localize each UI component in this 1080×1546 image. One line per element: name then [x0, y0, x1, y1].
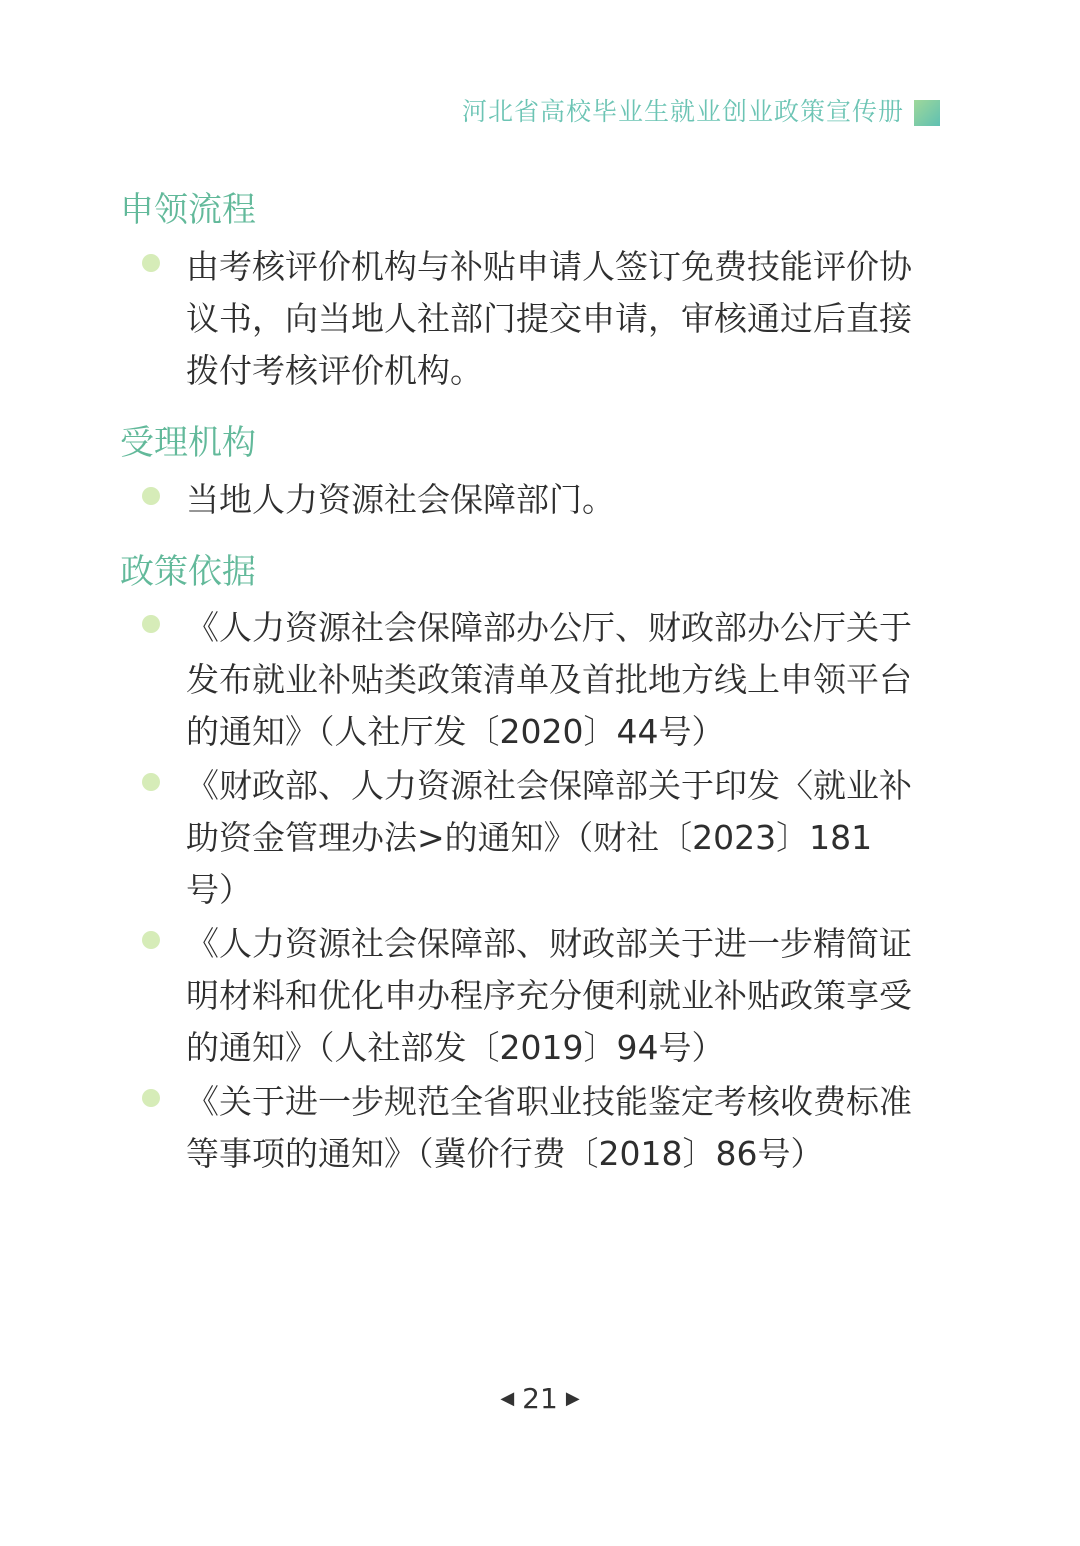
main-content: [120, 190, 920, 1206]
running-header: [462, 92, 940, 128]
prev-arrow-icon: ◀: [500, 1388, 515, 1409]
item-list: [120, 602, 920, 1180]
item-text: 《财政部、人力资源社会保障部关于印发〈就业补助资金管理办法>的通知》（财社〔2023〕181号）: [186, 766, 912, 910]
bullet-dot-icon: [142, 1089, 160, 1107]
section-title: 政策依据: [120, 551, 256, 592]
section-title: 受理机构: [120, 422, 256, 463]
next-arrow-icon: ▶: [565, 1388, 580, 1409]
item-text: 由考核评价机构与补贴申请人签订免费技能评价协议书，向当地人社部门提交申请，审核通过后直接拨付考核评价机构。: [186, 246, 912, 390]
section-title: 申领流程: [120, 190, 256, 230]
page-number-footer: [0, 1382, 1080, 1415]
list-item: [120, 918, 920, 1074]
bullet-dot-icon: [142, 931, 160, 949]
section-policy-basis: [120, 552, 920, 1181]
publication-title: 河北省高校毕业生就业创业政策宣传册: [461, 97, 904, 126]
item-text: 当地人力资源社会保障部门。: [186, 479, 615, 519]
bullet-dot-icon: [142, 773, 160, 791]
section-handling-agency: [120, 423, 920, 526]
bullet-dot-icon: [142, 254, 160, 272]
item-list: [120, 241, 920, 397]
green-square-icon: [914, 100, 940, 126]
list-item: [120, 760, 920, 916]
list-item: [120, 602, 920, 758]
item-text: 《人力资源社会保障部办公厅、财政部办公厅关于发布就业补贴类政策清单及首批地方线上申领平台的通知》（人社厅发〔2020〕44号）: [186, 608, 912, 752]
item-text: 《人力资源社会保障部、财政部关于进一步精简证明材料和优化申办程序充分便利就业补贴政策享受的通知》（人社部发〔2019〕94号）: [186, 924, 912, 1068]
bullet-dot-icon: [142, 615, 160, 633]
bullet-dot-icon: [142, 487, 160, 505]
list-item: [120, 241, 920, 397]
item-list: [120, 474, 920, 526]
list-item: [120, 474, 920, 526]
item-text: 《关于进一步规范全省职业技能鉴定考核收费标准等事项的通知》（冀价行费〔2018〕86号）: [186, 1082, 912, 1174]
section-application-process: [120, 190, 920, 397]
page-number: 21: [522, 1382, 558, 1415]
list-item: [120, 1076, 920, 1180]
